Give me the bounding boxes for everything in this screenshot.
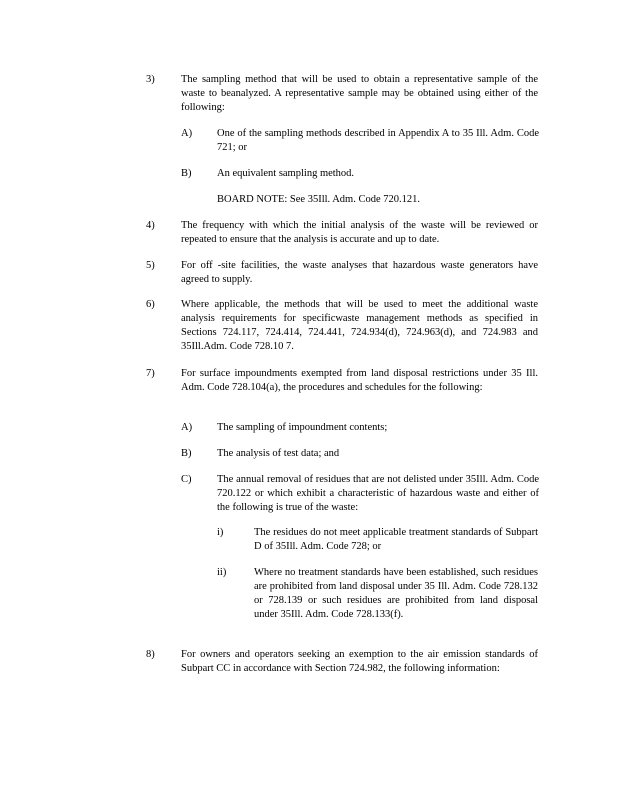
item-text: Where applicable, the methods that will be used to meet the additional waste analysis requirements for specificwaste management methods as specified in Sections 724.117, 724.414, 724.441, 724.934(d), 724.963(d), and 724.983 and 35Ill.Adm. Code 728.10 7.: [181, 299, 538, 352]
item-number: 8): [146, 649, 155, 660]
item-letter: C): [181, 474, 192, 485]
item-text: For off -site facilities, the waste analyses that hazardous waste generators have agreed to supply.: [181, 260, 538, 285]
item-letter: A): [181, 422, 193, 433]
item-number: 5): [146, 260, 155, 271]
item-text: For surface impoundments exempted from land disposal restrictions under 35 Ill. Adm. Code 728.104(a), the procedures and schedules for the following:: [181, 368, 538, 393]
item-text: The sampling of impoundment contents;: [217, 422, 388, 433]
item-letter: B): [181, 168, 192, 179]
board-note: BOARD NOTE: See 35Ill. Adm. Code 720.121.: [217, 194, 420, 205]
item-text: An equivalent sampling method.: [217, 168, 355, 179]
item-text: The annual removal of residues that are not delisted under 35Ill. Adm. Code 720.122 or which exhibit a characteristic of hazardous waste and either of the following is true of the waste:: [217, 474, 539, 513]
item-roman: i): [217, 527, 224, 538]
item-text: One of the sampling methods described in Appendix A to 35 Ill. Adm. Code 721; or: [217, 128, 539, 153]
item-roman: ii): [217, 567, 227, 578]
item-text: The analysis of test data; and: [217, 448, 340, 459]
item-number: 6): [146, 299, 155, 310]
item-text: The frequency with which the initial analysis of the waste will be reviewed or repeated to ensure that the analysis is accurate and up to date.: [181, 220, 538, 245]
item-number: 7): [146, 368, 155, 379]
item-letter: B): [181, 448, 192, 459]
item-text: The residues do not meet applicable treatment standards of Subpart D of 35Ill. Adm. Code 728; or: [254, 527, 538, 552]
item-number: 4): [146, 220, 155, 231]
item-text: For owners and operators seeking an exemption to the air emission standards of Subpart CC in accordance with Section 724.982, the following information:: [181, 649, 538, 674]
item-letter: A): [181, 128, 193, 139]
item-text: Where no treatment standards have been established, such residues are prohibited from land disposal under 35 Ill. Adm. Code 728.132 or 728.139 or such residues are prohibited from land disposal under 35Ill. Adm. Code 728.133(f).: [254, 567, 538, 620]
item-number: 3): [146, 74, 155, 85]
item-text: The sampling method that will be used to obtain a representative sample of the waste to beanalyzed. A representative sample may be obtained using either of the following:: [181, 74, 538, 113]
